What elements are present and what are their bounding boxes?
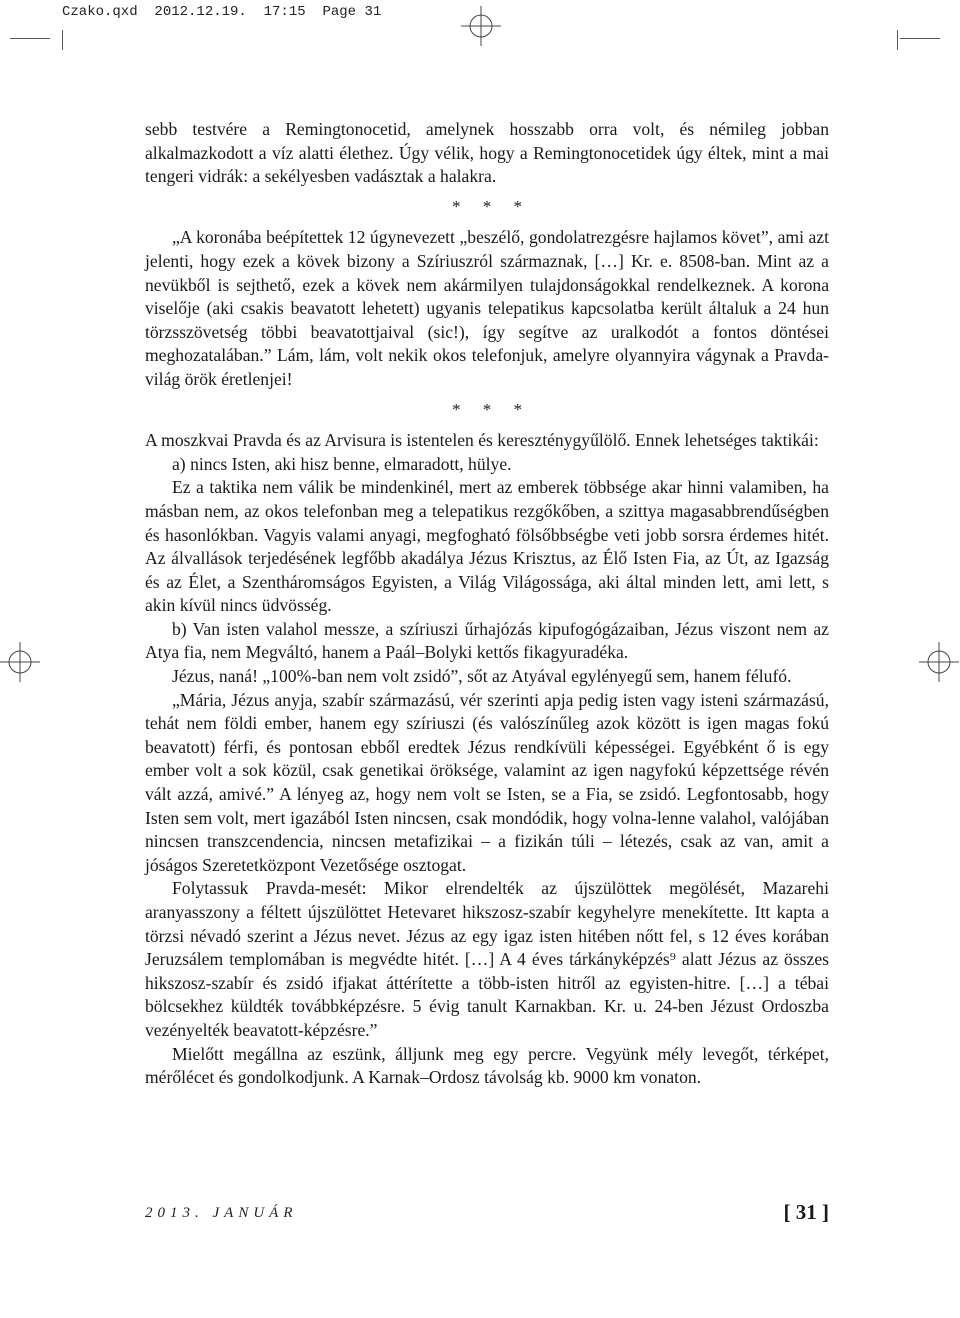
paragraph: A moszkvai Pravda és az Arvisura is istentelen és kereszténygyűlölő. Ennek lehetséges taktikái: [145, 430, 819, 451]
paragraph: Jézus, naná! „100%-ban nem volt zsidó”, sőt az Atyával egylényegű sem, hanem félufó. [172, 666, 792, 687]
registration-mark-left [0, 642, 40, 682]
page-number: [ 31 ] [783, 1200, 829, 1224]
registration-mark-right [919, 642, 959, 682]
quote-paragraph: „Mária, Jézus anyja, szabír származású, vér szerinti apja pedig isten vagy isteni származású, tehát nem földi ember, hanem egy szíriuszi (és valószínűleg azok között is igen magas fokú beavatott) férfi, és pontosan ebből eredtek Jézus rendkívüli képességei. Egyébként ő is egy ember volt a sok közül, csak genetikai öröksége, valamint az igen nagyfokú képzettsége révén vált azzá, amivé.” A lényeg az, hogy nem volt se Isten, se a Fia, se zsidó. Legfontosabb, hogy Isten sem volt, mert igazából Isten nincsen, csak mondódik, hogy volna-lenne valahol, valójában nincsen transzcendencia, nincsen metafizikai – a fizikán túli – létezés, csak az van, amit a jóságos Szeretetközpont Vezetősége osztogat. [145, 689, 829, 875]
file-slug: Czako.qxd 2012.12.19. 17:15 Page 31 [62, 4, 382, 20]
paragraph: Ez a taktika nem válik be mindenkinél, mert az emberek többsége akar hinni valamiben, ha másban nem, az okos telefonban meg a telepatikus rezgőkőben, a szittya magasabbrendűségben és hasonlókban. Vagyis valami anyagi, megfogható fölsőbbségbe veti jobb sorsra érdemes hitét. Az álvallások terjedésének legfőbb akadálya Jézus Krisztus, az Élő Isten Fia, az Út, az Igazság és az Élet, a Szentháromságos Egyisten, a Világ Világossága, aki által minden lett, ami lett, s akin kívül nincs üdvösség. [145, 477, 829, 616]
section-divider: * * * [452, 196, 531, 216]
crop-mark [897, 30, 898, 50]
paragraph: Mielőtt megállna az eszünk, álljunk meg egy percre. Vegyünk mély levegőt, térképet, mérőlécet és gondolkodjunk. A Karnak–Ordosz távolság kb. 9000 km vonaton. [145, 1043, 829, 1088]
quote-paragraph: „A koronába beépítettek 12 úgynevezett „beszélő, gondolatrezgésre hajlamos követ”, ami azt jelenti, hogy ezek a kövek bizony a Szíriuszról származnak, […] Kr. e. 8508-ban. Mint az a nevükből is sejthető, ezek a kövek nem akármilyen tulajdonságokkal rendelkeznek. A korona viselője (aki csakis beavatott lehetett) ugyanis telepatikus kapcsolatba került általuk a 24 hun törzsszövetség többi beavatottjaival (sic!), így segítve az uralkodót a fontos döntései meghozatalában.” Lám, lám, volt nekik okos telefonjuk, amelyre olyannyira vágynak a Pravda-világ örök éretlenjei! [145, 227, 829, 389]
paragraph: Folytassuk Pravda-mesét: Mikor elrendelték az újszülöttek megölését, Mazarehi aranyasszony a féltett újszülöttet Hetevaret hikszosz-szabír kegyhelyre menekítette. Itt kapta a törzsi névadó szerint a Jézus nevet. Jézus az egy igaz isten hitében nőtt fel, s 12 éves korában Jeruzsálem templomában is megvédte hitét. […] A 4 éves tárkányképzés⁹ alatt Jézus az összes hikszosz-szabír és zsidó ifjakat áttérítette a több-isten hitről az egyisten-hitre. […] a tébai bölcsekhez küldték továbbképzésre. 5 évig tanult Karnakban. Kr. u. 24-ben Jézust Ordoszba vezényelték beavatott-képzésre.” [145, 878, 829, 1040]
crop-mark [900, 38, 940, 39]
list-item-a: a) nincs Isten, aki hisz benne, elmaradott, hülye. [172, 453, 512, 474]
crop-mark [10, 38, 50, 39]
list-item-b: b) Van isten valahol messze, a szíriuszi űrhajózás kipufogógázaiban, Jézus viszont nem az Atya fia, nem Megváltó, hanem a Paál–Bolyki kettős fikagyuradéka. [145, 618, 829, 663]
paragraph: sebb testvére a Remingtonocetid, amelynek hosszabb orra volt, és némileg jobban alkalmazkodott a víz alatti élethez. Úgy vélik, hogy a Remingtonocetidek úgy éltek, mint a mai tengeri vidrák: a sekélyesben vadásztak a halakra. [145, 119, 829, 187]
issue-date: 2013. JANUÁR [145, 1205, 298, 1221]
section-divider: * * * [452, 399, 531, 419]
crop-mark [62, 30, 63, 50]
registration-mark-top [461, 6, 501, 46]
article-body [145, 118, 829, 1090]
